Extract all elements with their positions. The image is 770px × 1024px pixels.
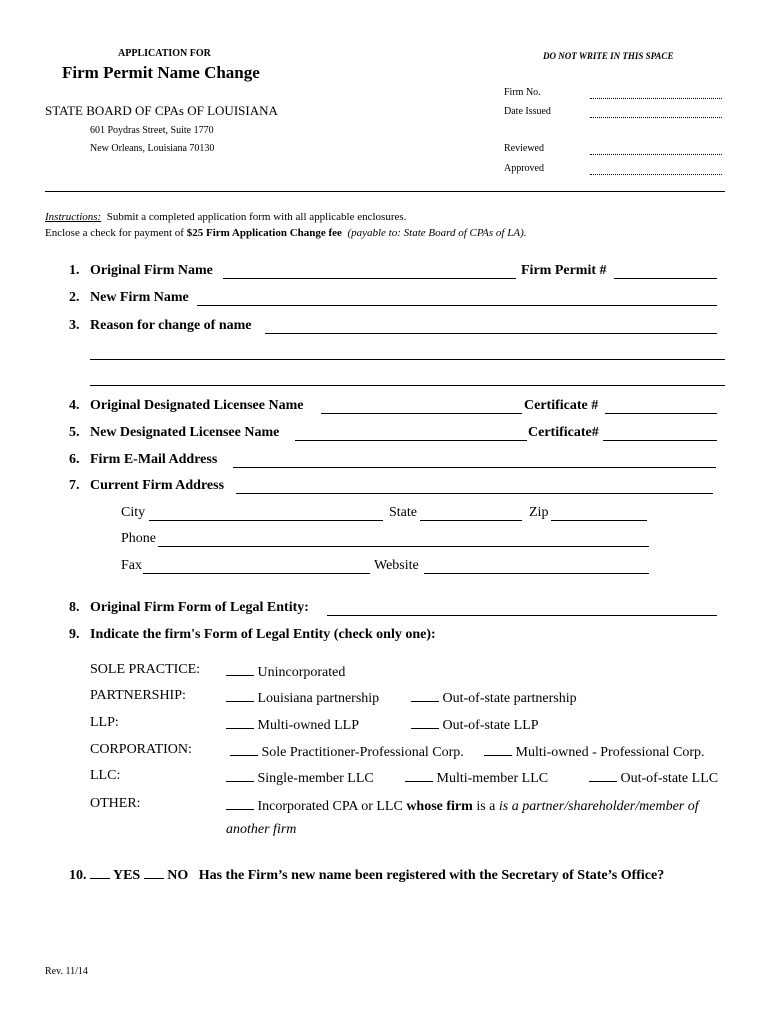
approved-field [590, 174, 722, 175]
state-label: State [389, 505, 417, 520]
incorporated-cpa-option-cont: another firm [226, 822, 297, 837]
out-of-state-llc-option[interactable]: Out-of-state LLC [589, 768, 718, 787]
firm-no-label: Firm No. [504, 87, 541, 98]
q10-row [69, 865, 664, 884]
form-title: Firm Permit Name Change [62, 63, 260, 82]
q7-number: 7. [69, 478, 80, 493]
q10-no-blank[interactable] [144, 865, 164, 879]
q3-label: Reason for change of name [90, 318, 252, 333]
date-issued-field [590, 117, 722, 118]
louisiana-partnership-option[interactable]: Louisiana partnership [226, 688, 379, 707]
address-field[interactable] [236, 493, 713, 494]
q10-yes-blank[interactable] [90, 865, 110, 879]
board-address-line2: New Orleans, Louisiana 70130 [90, 143, 215, 154]
q6-label: Firm E-Mail Address [90, 452, 218, 467]
q10-no: NO [167, 868, 189, 883]
q5-certificate-label: Certificate# [528, 425, 599, 440]
original-firm-name-field[interactable] [223, 278, 516, 279]
website-label: Website [374, 558, 419, 573]
fee-prefix: Enclose a check for payment of [45, 227, 187, 239]
q2-number: 2. [69, 290, 80, 305]
firm-no-field [590, 98, 722, 99]
q7-label: Current Firm Address [90, 478, 225, 493]
out-of-state-llp-option[interactable]: Out-of-state LLP [411, 715, 539, 734]
q10-yes: YES [112, 868, 141, 883]
date-issued-label: Date Issued [504, 106, 551, 117]
legal-entity-field[interactable] [327, 615, 717, 616]
q2-label: New Firm Name [90, 290, 189, 305]
q5-label: New Designated Licensee Name [90, 425, 280, 440]
instructions-line2 [45, 227, 526, 239]
llc-label: LLC: [90, 768, 121, 783]
reason-field-line2[interactable] [90, 359, 725, 360]
multi-member-llc-option[interactable]: Multi-member LLC [405, 768, 548, 787]
q4-certificate-label: Certificate # [524, 398, 599, 413]
other-label: OTHER: [90, 796, 141, 811]
office-use-notice: DO NOT WRITE IN THIS SPACE [543, 51, 674, 61]
fax-field[interactable] [143, 573, 370, 574]
city-label: City [121, 505, 146, 520]
q3-number: 3. [69, 318, 80, 333]
reviewed-field [590, 154, 722, 155]
incorporated-cpa-option[interactable]: Incorporated CPA or LLC whose firm is a is a partner/shareholder/member of [226, 796, 699, 815]
board-address-line1: 601 Poydras Street, Suite 1770 [90, 125, 214, 136]
website-field[interactable] [424, 573, 649, 574]
q9-number: 9. [69, 627, 80, 642]
reason-field-line1[interactable] [265, 333, 717, 334]
application-for-label: APPLICATION FOR [118, 48, 211, 59]
q4-number: 4. [69, 398, 80, 413]
q6-number: 6. [69, 452, 80, 467]
q4-certificate-field[interactable] [605, 413, 717, 414]
firm-permit-label: Firm Permit # [521, 263, 607, 278]
approved-label: Approved [504, 163, 544, 174]
zip-field[interactable] [551, 520, 647, 521]
phone-field[interactable] [158, 546, 649, 547]
original-licensee-field[interactable] [321, 413, 522, 414]
q4-label: Original Designated Licensee Name [90, 398, 304, 413]
q8-label: Original Firm Form of Legal Entity: [90, 600, 309, 615]
q5-number: 5. [69, 425, 80, 440]
sole-practitioner-corp-option[interactable]: Sole Practitioner-Professional Corp. [230, 742, 464, 761]
fax-label: Fax [121, 558, 142, 573]
q10-label: Has the Firm’s new name been registered with the Secretary of State’s Office? [198, 868, 665, 883]
single-member-llc-option[interactable]: Single-member LLC [226, 768, 374, 787]
board-name: STATE BOARD OF CPAs OF LOUISIANA [45, 103, 278, 118]
q9-label: Indicate the firm's Form of Legal Entity (check only one): [90, 627, 436, 642]
q5-certificate-field[interactable] [603, 440, 717, 441]
sole-unincorporated-option[interactable]: Unincorporated [226, 662, 345, 681]
revision-label: Rev. 11/14 [45, 966, 88, 977]
llp-label: LLP: [90, 715, 119, 730]
zip-label: Zip [529, 505, 549, 520]
header-divider [45, 191, 725, 192]
fee-amount: $25 Firm Application Change fee [186, 227, 342, 239]
multi-owned-corp-option[interactable]: Multi-owned - Professional Corp. [484, 742, 704, 761]
q1-number: 1. [69, 263, 80, 278]
firm-permit-field[interactable] [614, 278, 717, 279]
phone-label: Phone [121, 531, 156, 546]
state-field[interactable] [420, 520, 522, 521]
email-field[interactable] [233, 467, 716, 468]
sole-practice-label: SOLE PRACTICE: [90, 662, 201, 677]
instructions-line1 [45, 211, 406, 223]
out-of-state-partnership-option[interactable]: Out-of-state partnership [411, 688, 577, 707]
reviewed-label: Reviewed [504, 143, 544, 154]
instructions-label: Instructions: [45, 211, 102, 223]
q1-label: Original Firm Name [90, 263, 213, 278]
corporation-label: CORPORATION: [90, 742, 192, 757]
new-firm-name-field[interactable] [197, 305, 717, 306]
multi-owned-llp-option[interactable]: Multi-owned LLP [226, 715, 359, 734]
reason-field-line3[interactable] [90, 385, 725, 386]
partnership-label: PARTNERSHIP: [90, 688, 186, 703]
new-licensee-field[interactable] [295, 440, 527, 441]
instructions-text: Submit a completed application form with all applicable enclosures. [106, 211, 407, 223]
city-field[interactable] [149, 520, 383, 521]
fee-payable: (payable to: State Board of CPAs of LA). [347, 227, 527, 239]
q8-number: 8. [69, 600, 80, 615]
q10-number: 10. [69, 868, 87, 883]
